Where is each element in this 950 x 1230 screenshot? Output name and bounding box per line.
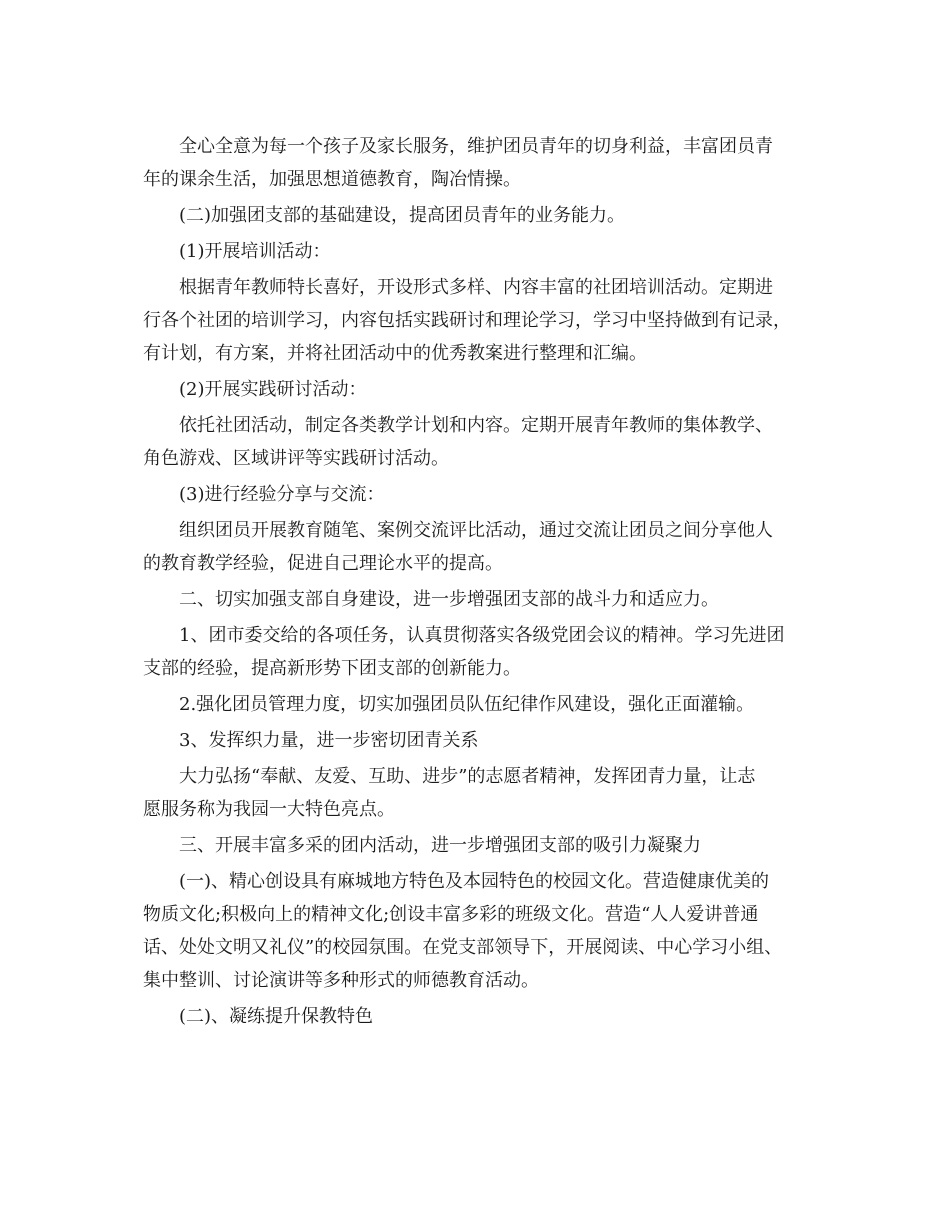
paragraph xyxy=(143,199,811,232)
paragraph xyxy=(143,760,811,826)
text-line: (3)进行经验分享与交流： xyxy=(179,484,385,505)
text-line: 话、处处文明又礼仪”的校园氛围。在党支部领导下，开展阅读、中心学习小组、 xyxy=(143,937,783,958)
paragraph xyxy=(143,688,811,721)
text-line: 二、切实加强支部自身建设，进一步增强团支部的战斗力和适应力。 xyxy=(179,589,719,610)
text-line: 愿服务称为我园一大特色亮点。 xyxy=(143,799,395,820)
text-line: (二)加强团支部的基础建设，提高团员青年的业务能力。 xyxy=(179,205,626,226)
text-line: 物质文化;积极向上的精神文化;创设丰富多彩的班级文化。营造“人人爱讲普通 xyxy=(143,904,759,925)
paragraph xyxy=(143,829,811,862)
text-line: 组织团员开展教育随笔、案例交流评比活动，通过交流让团员之间分享他人 xyxy=(179,520,773,541)
text-line: (一)、精心创设具有麻城地方特色及本园特色的校园文化。营造健康优美的 xyxy=(179,871,770,892)
text-line: 支部的经验，提高新形势下团支部的创新能力。 xyxy=(143,658,521,679)
paragraph xyxy=(143,409,811,475)
text-line: (1)开展培训活动： xyxy=(179,241,331,262)
paragraph xyxy=(143,1000,811,1033)
text-line: 根据青年教师特长喜好，开设形式多样、内容丰富的社团培训活动。定期进 xyxy=(179,277,773,298)
text-line: 依托社团活动，制定各类教学计划和内容。定期开展青年教师的集体教学、 xyxy=(179,415,773,436)
paragraph xyxy=(143,583,811,616)
text-line: 的教育教学经验，促进自己理论水平的提高。 xyxy=(143,553,503,574)
paragraph xyxy=(143,235,811,268)
paragraph xyxy=(143,373,811,406)
paragraph xyxy=(143,724,811,757)
text-line: 行各个社团的培训学习，内容包括实践研讨和理论学习，学习中坚持做到有记录， xyxy=(143,310,791,331)
paragraph xyxy=(143,130,811,196)
text-line: 3、发挥织力量，进一步密切团青关系 xyxy=(179,730,479,751)
text-line: 2.强化团员管理力度，切实加强团员队伍纪律作风建设，强化正面灌输。 xyxy=(179,694,755,715)
text-line: 角色游戏、区域讲评等实践研讨活动。 xyxy=(143,448,449,469)
text-line: 年的课余生活，加强思想道德教育，陶冶情操。 xyxy=(143,169,521,190)
paragraph xyxy=(143,514,811,580)
text-line: 集中整训、讨论演讲等多种形式的师德教育活动。 xyxy=(143,970,539,991)
text-line: (2)开展实践研讨活动： xyxy=(179,379,367,400)
text-line: 1、团市委交给的各项任务，认真贯彻落实各级党团会议的精神。学习先进团 xyxy=(179,625,785,646)
text-line: (二)、凝练提升保教特色 xyxy=(179,1006,374,1027)
paragraph xyxy=(143,271,811,370)
paragraph xyxy=(143,478,811,511)
text-line: 大力弘扬“奉献、友爱、互助、进步”的志愿者精神，发挥团青力量，让志 xyxy=(179,766,756,787)
text-line: 三、开展丰富多采的团内活动，进一步增强团支部的吸引力凝聚力 xyxy=(179,835,701,856)
document-page xyxy=(143,130,811,1033)
paragraph xyxy=(143,865,811,997)
text-line: 全心全意为每一个孩子及家长服务，维护团员青年的切身利益，丰富团员青 xyxy=(179,136,773,157)
paragraph xyxy=(143,619,811,685)
text-line: 有计划，有方案，并将社团活动中的优秀教案进行整理和汇编。 xyxy=(143,343,647,364)
